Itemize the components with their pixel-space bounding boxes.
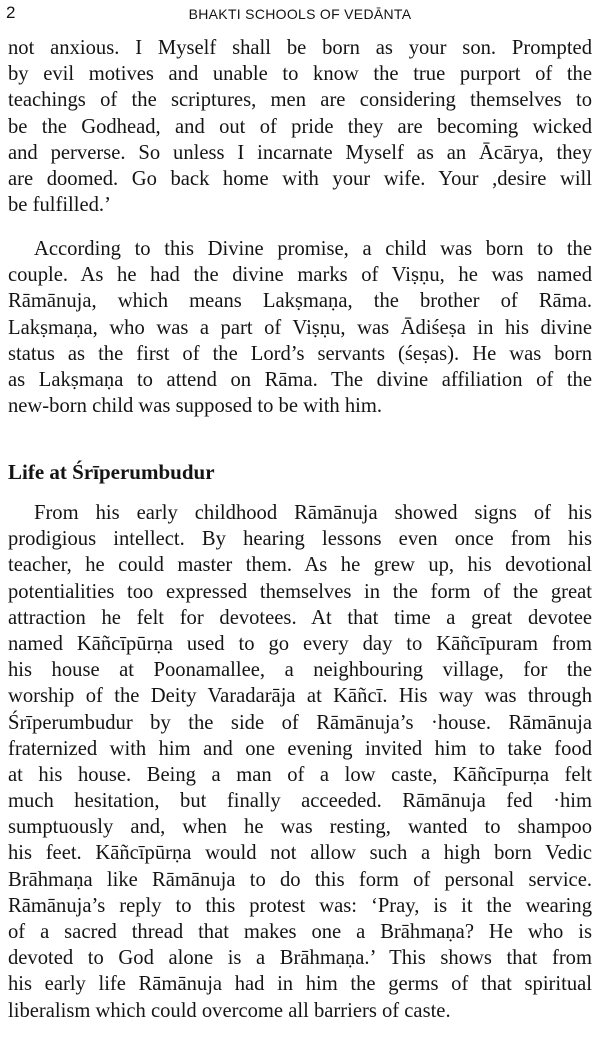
section-heading: Life at Śrīperumbudur	[8, 460, 215, 484]
text-line: and perverse. So unless I incarnate Myself as an Ācārya, they	[8, 141, 592, 164]
text-line: Rāmānuja’s reply to this protest was: ‘Pray, is it the wearing	[8, 894, 592, 917]
text-line: Brāhmaṇa like Rāmānuja to do this form of personal service.	[8, 868, 592, 891]
text-line: From his early childhood Rāmānuja showed signs of his	[34, 502, 592, 524]
text-line: couple. As he had the divine marks of Viṣṇu, he was named	[8, 264, 592, 287]
text-line: not anxious. I Myself shall be born as your son. Prompted	[8, 37, 592, 59]
text-line: prodigious intellect. By hearing lessons even once from his	[8, 528, 592, 551]
paragraph-2	[8, 236, 592, 419]
text-line: Lakṣmaṇa, who was a part of Viṣṇu, was Ādiśeṣa in his divine	[8, 316, 592, 339]
text-line: as Lakṣmaṇa to attend on Rāma. The divine affiliation of the	[8, 368, 592, 391]
text-line: be the Godhead, and out of pride they are becoming wicked	[8, 115, 592, 138]
text-line: his feet. Kāñcīpūrṇa would not allow such a high born Vedic	[8, 842, 592, 865]
paragraph-1	[8, 35, 592, 218]
text-line: attraction he felt for devotees. At that time a great devotee	[8, 606, 592, 629]
text-line: named Kāñcīpūrṇa used to go every day to Kāñcīpuram from	[8, 632, 592, 655]
text-line: Śrīperumbudur by the side of Rāmānuja’s ·house. Rāmānuja	[8, 711, 592, 734]
text-line: worship of the Deity Varadarāja at Kāñcī. His way was through	[8, 685, 592, 708]
text-line: devoted to God alone is a Brāhmaṇa.’ This shows that from	[8, 947, 592, 970]
text-line: fraternized with him and one evening invited him to take food	[8, 737, 592, 760]
text-line: liberalism which could overcome all barriers of caste.	[8, 999, 451, 1022]
text-line: sumptuously and, when he was resting, wanted to shampoo	[8, 816, 592, 839]
running-title: BHAKTI SCHOOLS OF VEDĀNTA	[188, 6, 412, 22]
text-line: be fulfilled.’	[8, 194, 111, 217]
text-line: of a sacred thread that makes one a Brāhmaṇa? He who is	[8, 921, 592, 943]
text-line: are doomed. Go back home with your wife. Your ,desire will	[8, 167, 592, 190]
text-line: According to this Divine promise, a child was born to the	[34, 238, 592, 260]
text-line: much hesitation, but finally acceeded. Rāmānuja fed ·him	[8, 790, 592, 813]
text-line: status as the first of the Lord’s servants (śeṣas). He was born	[8, 342, 592, 365]
text-line: his early life Rāmānuja had in him the germs of that spiritual	[8, 973, 592, 996]
text-line: Rāmānuja, which means Lakṣmaṇa, the brother of Rāma.	[8, 290, 592, 313]
text-line: by evil motives and unable to know the true purport of the	[8, 63, 592, 86]
page-number: 2	[6, 3, 16, 22]
text-line: his house at Poonamallee, a neighbouring village, for the	[8, 659, 592, 682]
text-line: potentialities too expressed themselves in the form of the great	[8, 580, 592, 603]
text-line: teachings of the scriptures, men are considering themselves to	[8, 89, 592, 112]
text-line: teacher, he could master them. As he grew up, his devotional	[8, 554, 592, 577]
text-line: new-born child was supposed to be with him.	[8, 395, 383, 418]
paragraph-3	[8, 500, 592, 1024]
text-line: at his house. Being a man of a low caste, Kāñcīpurṇa felt	[8, 763, 592, 786]
running-head	[0, 3, 600, 25]
